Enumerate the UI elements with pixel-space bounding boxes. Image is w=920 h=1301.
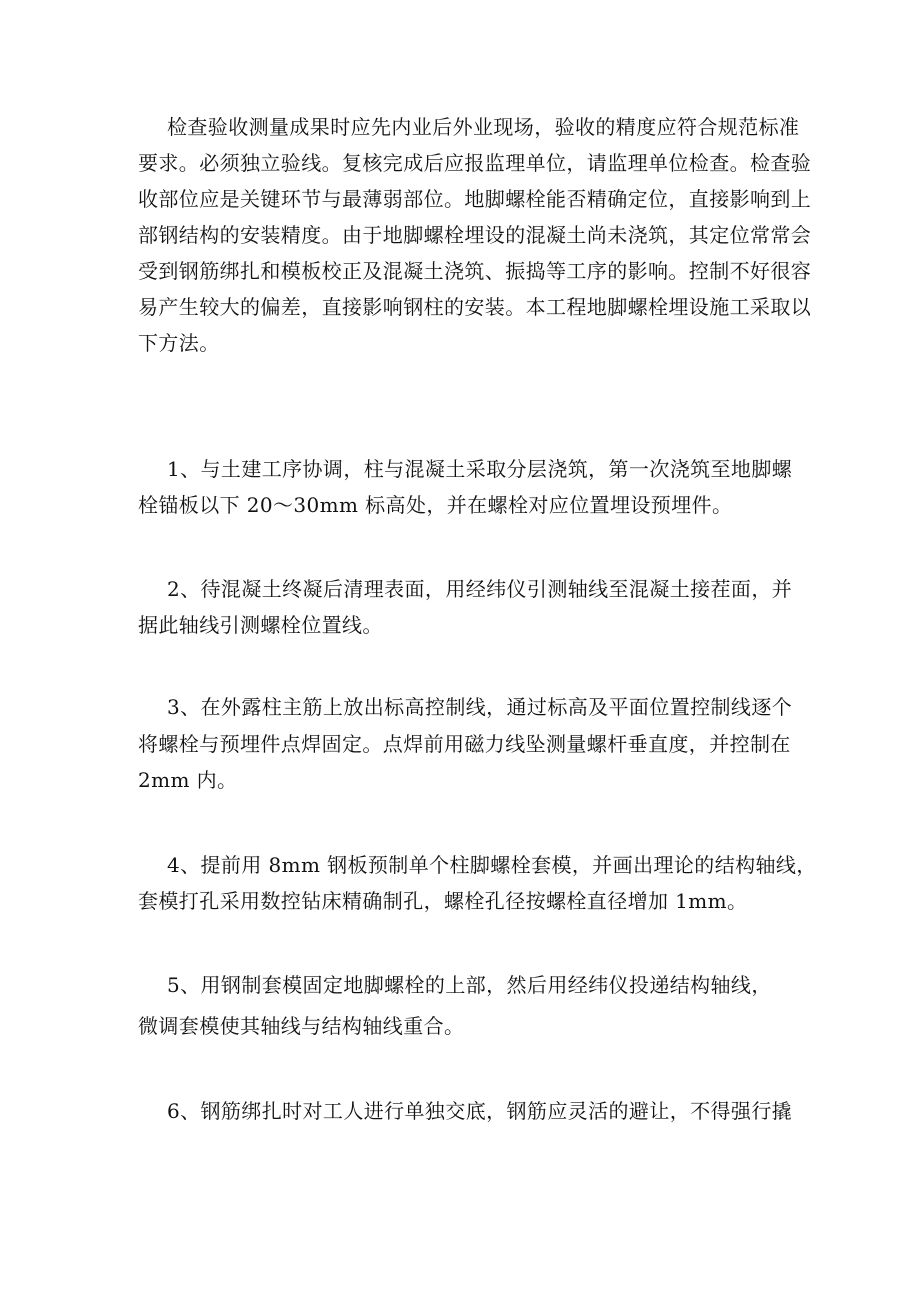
item-line: 套模打孔采用数控钻床精确制孔，螺栓孔径按螺栓直径增加 1mm。: [138, 889, 748, 913]
item-line: 5、用钢制套模固定地脚螺栓的上部，然后用经纬仪投递结构轴线，: [167, 973, 772, 997]
item-line: 4、提前用 8mm 钢板预制单个柱脚螺栓套模，并画出理论的结构轴线，: [167, 853, 817, 877]
intro-line: 要求。必须独立验线。复核完成后应报监理单位，请监理单位检查。检查验: [138, 151, 812, 175]
item-line: 微调套模使其轴线与结构轴线重合。: [138, 1014, 465, 1038]
item-line: 栓锚板以下 20～30mm 标高处，并在螺栓对应位置埋设预埋件。: [138, 493, 733, 517]
intro-line: 检查验收测量成果时应先内业后外业现场，验收的精度应符合规范标准: [167, 115, 800, 139]
intro-line: 下方法。: [138, 331, 220, 355]
item-line: 据此轴线引测螺栓位置线。: [138, 613, 383, 637]
intro-line: 受到钢筋绑扎和模板校正及混凝土浇筑、振捣等工序的影响。控制不好很容: [138, 259, 812, 283]
intro-line: 易产生较大的偏差，直接影响钢柱的安装。本工程地脚螺栓埋设施工采取以: [138, 295, 812, 319]
item-line: 2、待混凝土终凝后清理表面，用经纬仪引测轴线至混凝土接茬面，并: [167, 577, 793, 601]
item-line: 2mm 内。: [138, 768, 238, 792]
item-line: 1、与土建工序协调，柱与混凝土采取分层浇筑，第一次浇筑至地脚螺: [167, 457, 793, 481]
item-line: 6、钢筋绑扎时对工人进行单独交底，钢筋应灵活的避让，不得强行撬: [167, 1099, 793, 1123]
item-line: 将螺栓与预埋件点焊固定。点焊前用磁力线坠测量螺杆垂直度，并控制在: [138, 732, 791, 756]
intro-line: 收部位应是关键环节与最薄弱部位。地脚螺栓能否精确定位，直接影响到上: [138, 187, 812, 211]
item-line: 3、在外露柱主筋上放出标高控制线，通过标高及平面位置控制线逐个: [167, 695, 793, 719]
intro-line: 部钢结构的安装精度。由于地脚螺栓埋设的混凝土尚未浇筑，其定位常常会: [138, 223, 812, 247]
